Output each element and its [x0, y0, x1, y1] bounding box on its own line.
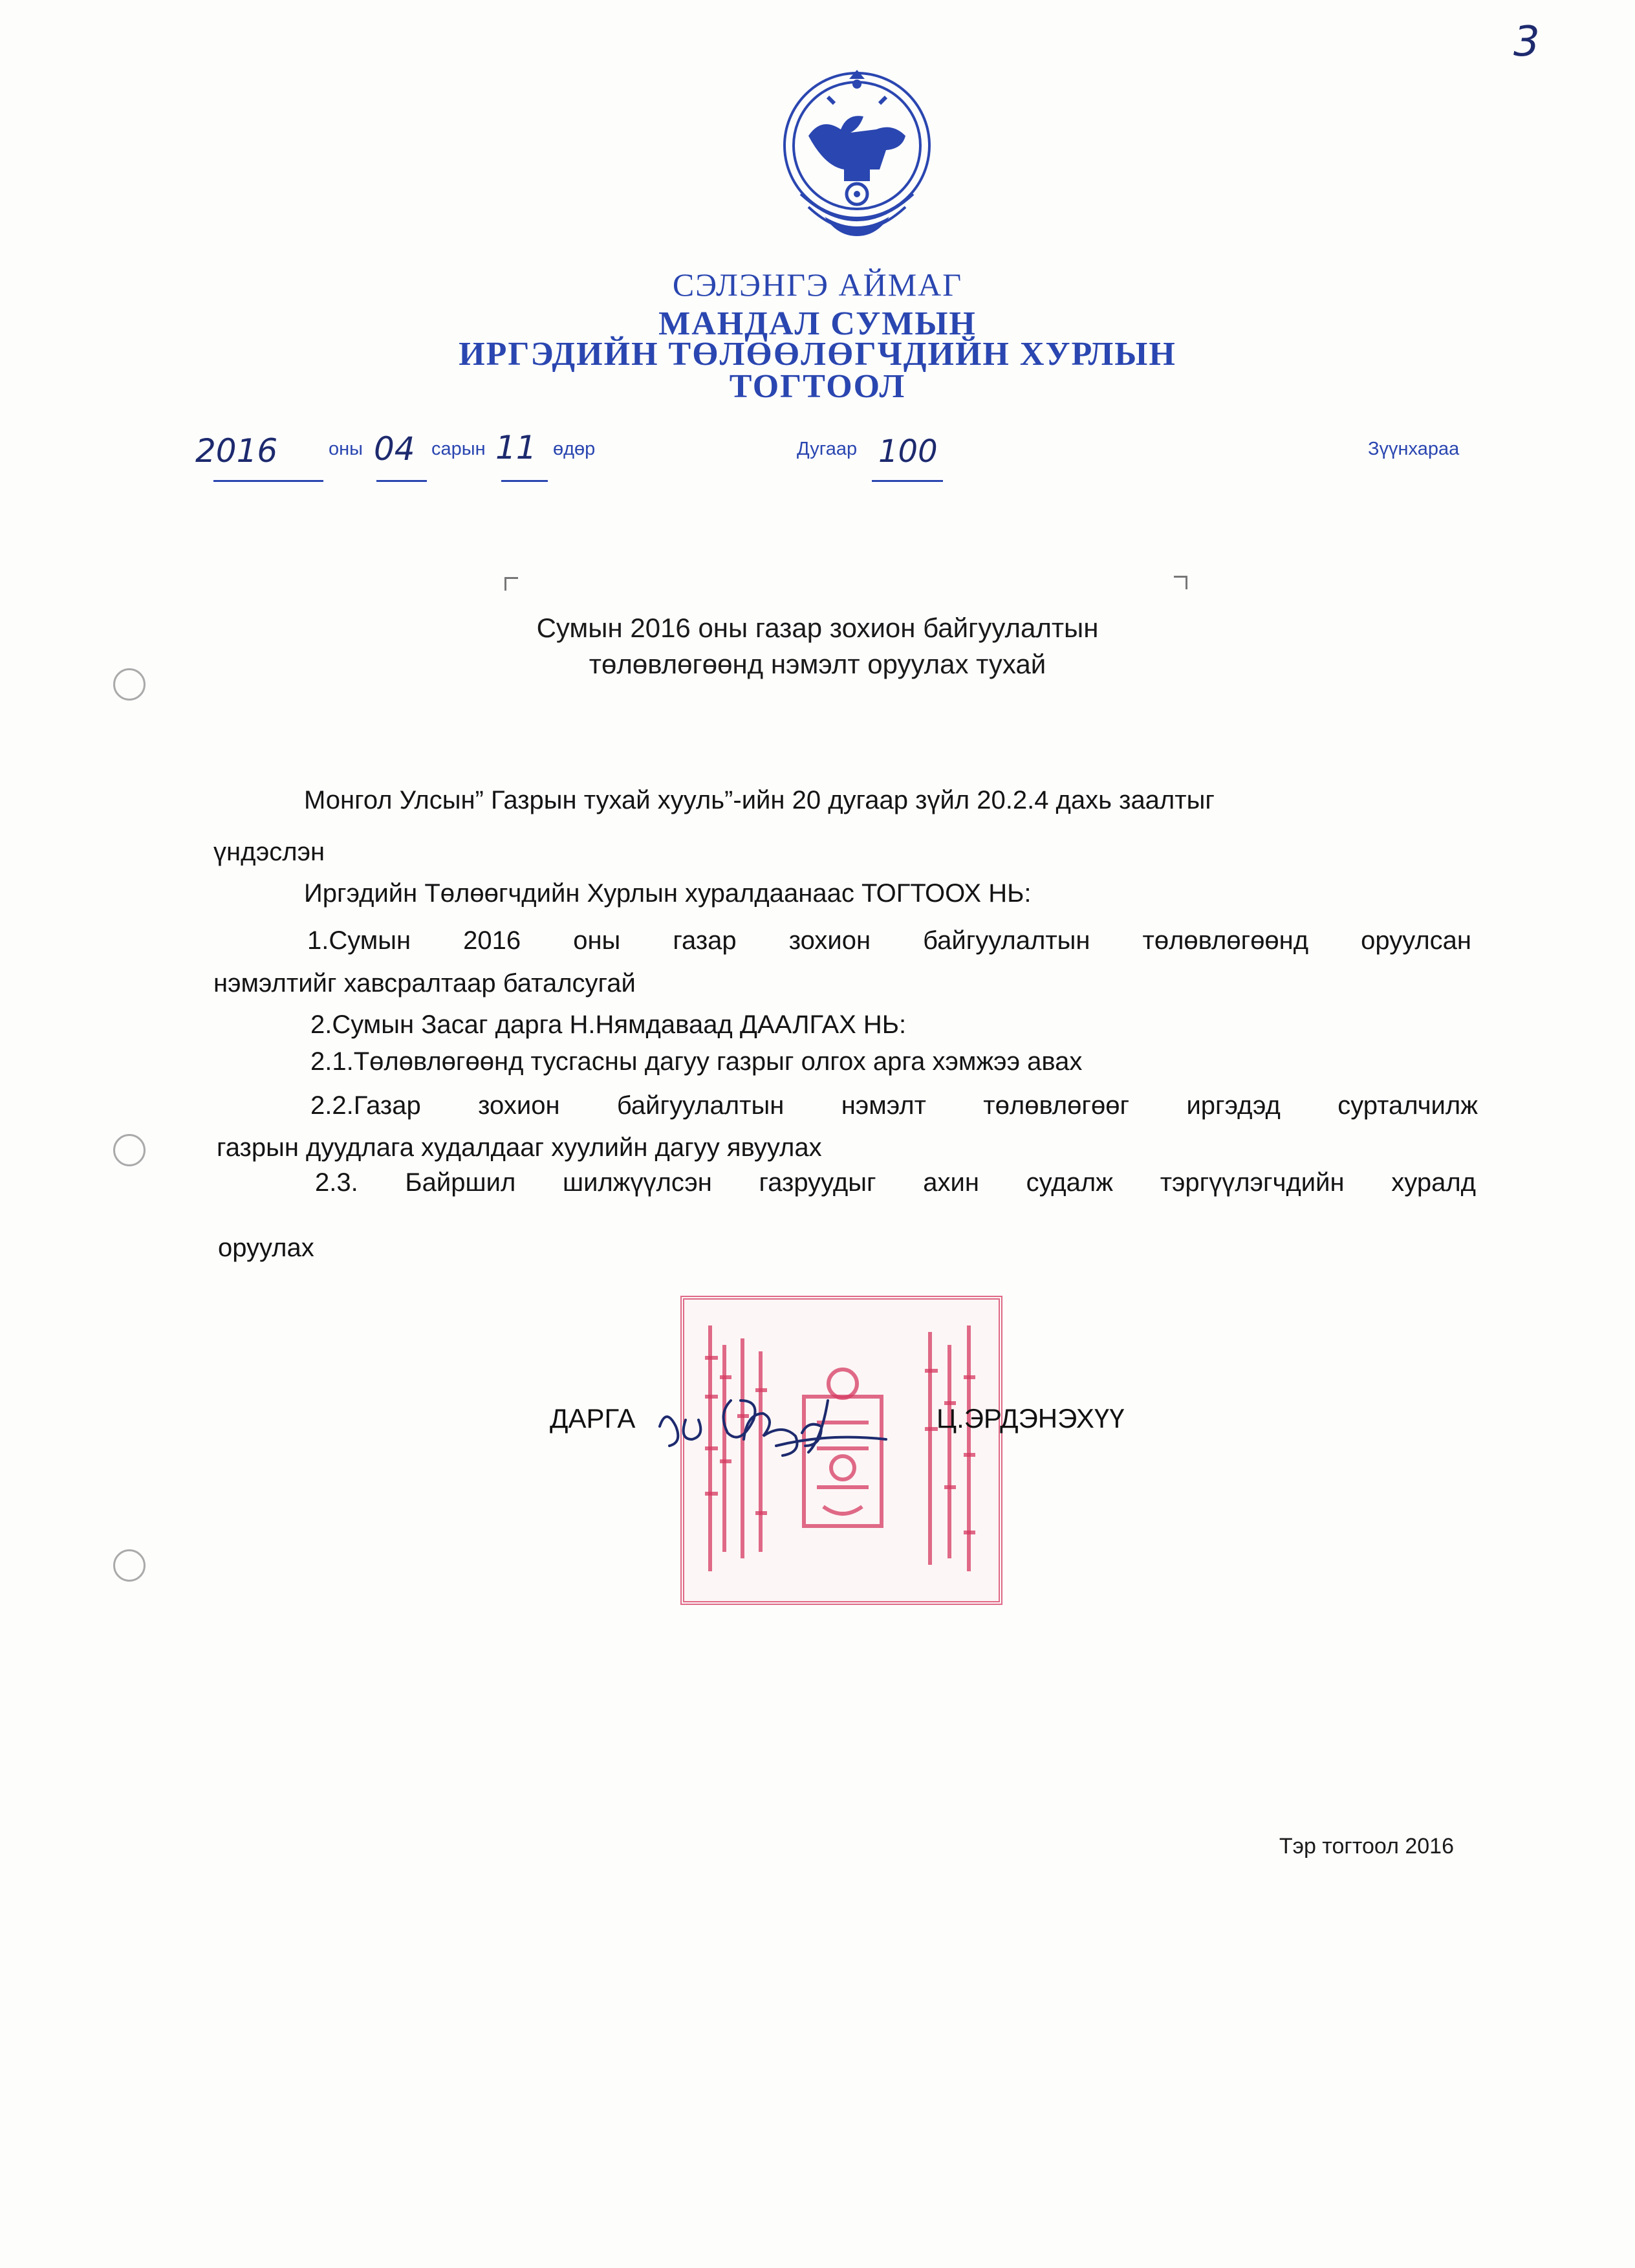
year-label: оны	[329, 439, 363, 459]
council-title: ИРГЭДИЙН ТӨЛӨӨЛӨГЧДИЙН ХУРЛЫН	[459, 336, 1176, 373]
item-1-line-2: нэмэлтийг хавсралтаар баталсугай	[213, 969, 636, 998]
signatory-title: ДАРГА	[550, 1403, 636, 1434]
page-number: 3	[1513, 18, 1540, 66]
subject-line-1: Сумын 2016 оны газар зохион байгуулалтын	[536, 613, 1099, 643]
preamble-line-1: Монгол Улсын” Газрын тухай хууль”-ийн 20 дугаар зүйл 20.2.4 дахь заалтыг	[304, 786, 1215, 814]
item-2: 2.Сумын Засаг дарга Н.Нямдаваад ДААЛГАХ НЬ:	[310, 1010, 907, 1039]
item-2-1: 2.1.Төлөвлөгөөнд тусгасны дагуу газрыг олгох арга хэмжээ авах	[310, 1047, 1083, 1076]
subject-bracket-right	[1174, 576, 1187, 589]
punch-hole-top	[113, 668, 146, 701]
place-label: Зүүнхараа	[1368, 439, 1460, 459]
punch-hole-bottom	[113, 1549, 146, 1582]
resolution-intro: Иргэдийн Төлөөгчдийн Хурлын хуралдаанаас ТОГТООХ НЬ:	[304, 879, 1032, 908]
month-label: сарын	[431, 439, 486, 459]
subject-bracket-left	[504, 577, 518, 591]
aimag-title: СЭЛЭНГЭ АЙМАГ	[672, 267, 963, 303]
item-2-2-line-1: 2.2.Газар зохион байгуулалтын нэмэлт төлөвлөгөөг иргэдэд сурталчилж	[310, 1091, 1478, 1120]
sum-title: МАНДАЛ СУМЫН	[658, 305, 977, 342]
item-2-3-line-1: 2.3. Байршил шилжүүлсэн газруудыг ахин судалж тэргүүлэгчдийн хуралд	[315, 1168, 1476, 1197]
signatory-name: Ц.ЭРДЭНЭХҮҮ	[937, 1403, 1125, 1434]
handwritten-year: 2016	[195, 432, 278, 470]
day-label: өдөр	[553, 439, 596, 459]
handwritten-month: 04	[374, 430, 415, 468]
number-label: Дугаар	[797, 439, 858, 459]
handwritten-day: 11	[495, 429, 537, 466]
item-2-3-line-2: оруулах	[218, 1234, 314, 1262]
handwritten-signature	[647, 1375, 918, 1478]
subject-line-2: төлөвлөгөөнд нэмэлт оруулах тухай	[589, 649, 1046, 679]
document-type-title: ТОГТООЛ	[729, 368, 906, 405]
item-1-line-1: 1.Сумын 2016 оны газар зохион байгуулалтын төлөвлөгөөнд оруулсан	[307, 926, 1471, 955]
state-emblem-icon	[763, 58, 951, 252]
handwritten-number: 100	[878, 433, 938, 470]
punch-hole-middle	[113, 1134, 146, 1166]
footer-note: Тэр тогтоол 2016	[1279, 1834, 1454, 1859]
preamble-line-2: үндэслэн	[213, 838, 325, 866]
item-2-2-line-2: газрын дуудлага худалдааг хуулийн дагуу явуулах	[217, 1133, 822, 1162]
